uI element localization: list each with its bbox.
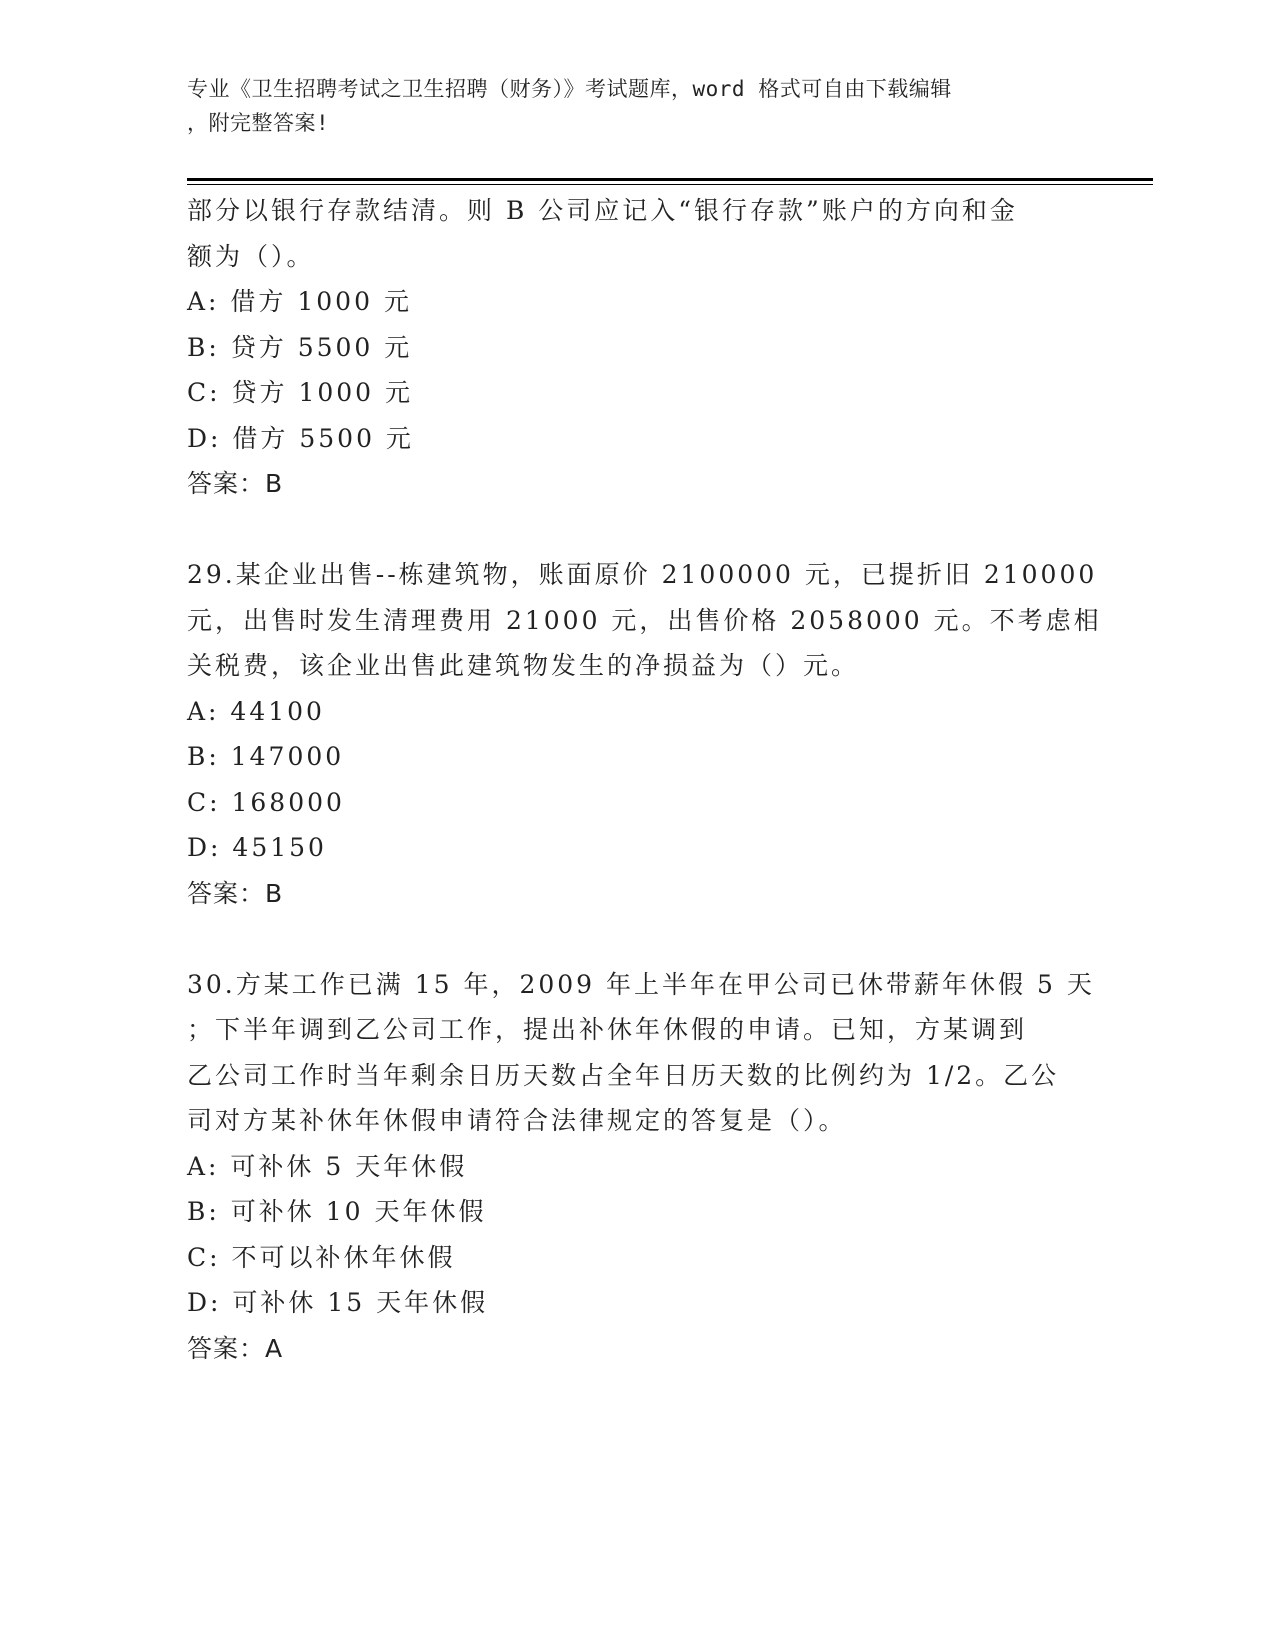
- option-b: B: 147000: [187, 742, 345, 771]
- answer-line: 答案：B: [187, 469, 284, 498]
- header-line-1: 专业《卫生招聘考试之卫生招聘（财务）》考试题库，word 格式可自由下载编辑: [187, 77, 952, 101]
- option-d: D: 借方 5500 元: [187, 423, 414, 453]
- option-a: A: 借方 1000 元: [187, 287, 412, 316]
- option-c: C: 168000: [187, 787, 345, 817]
- question-stem-line: 30.方某工作已满 15 年，2009 年上半年在甲公司已休带薪年休假 5 天: [187, 969, 1095, 999]
- option-b: B: 可补休 10 天年休假: [187, 1197, 487, 1226]
- option-c: C: 贷方 1000 元: [187, 378, 414, 407]
- spacer: [187, 507, 1087, 553]
- answer-line: 答案：A: [187, 1333, 284, 1363]
- option-d: D: 可补休 15 天年休假: [187, 1288, 489, 1317]
- question-30: [187, 962, 1095, 1372]
- option-b: B: 贷方 5500 元: [187, 332, 413, 362]
- question-29: [187, 552, 1102, 916]
- question-stem-line: ；下半年调到乙公司工作，提出补休年休假的申请。已知，方某调到: [187, 1015, 1028, 1044]
- question-stem-line: 关税费，该企业出售此建筑物发生的净损益为（）元。: [187, 651, 860, 680]
- question-stem-line: 司对方某补休年休假申请符合法律规定的答复是（）。: [187, 1106, 847, 1135]
- page-header: [187, 72, 1067, 140]
- option-a: A: 可补休 5 天年休假: [187, 1151, 468, 1181]
- question-28: [187, 188, 1087, 507]
- question-stem-line: 额为（）。: [187, 241, 315, 271]
- option-c: C: 不可以补休年休假: [187, 1242, 456, 1272]
- header-rule-thin: [187, 184, 1153, 185]
- spacer: [187, 916, 1087, 962]
- option-a: A: 44100: [187, 696, 325, 726]
- question-stem-line: 元，出售时发生清理费用 21000 元，出售价格 2058000 元。不考虑相: [187, 605, 1102, 635]
- question-stem-line: 部分以银行存款结清。则 B 公司应记入“银行存款”账户的方向和金: [187, 196, 1018, 225]
- question-stem-line: 29.某企业出售--栋建筑物，账面原价 2100000 元，已提折旧 210000: [187, 560, 1098, 589]
- option-d: D: 45150: [187, 833, 327, 862]
- question-stem-line: 乙公司工作时当年剩余日历天数占全年日历天数的比例约为 1/2。乙公: [187, 1060, 1060, 1090]
- question-list: [187, 188, 1102, 1371]
- header-line-2: ，附完整答案!: [187, 111, 330, 135]
- header-rule-thick: [187, 178, 1153, 181]
- answer-line: 答案：B: [187, 878, 284, 908]
